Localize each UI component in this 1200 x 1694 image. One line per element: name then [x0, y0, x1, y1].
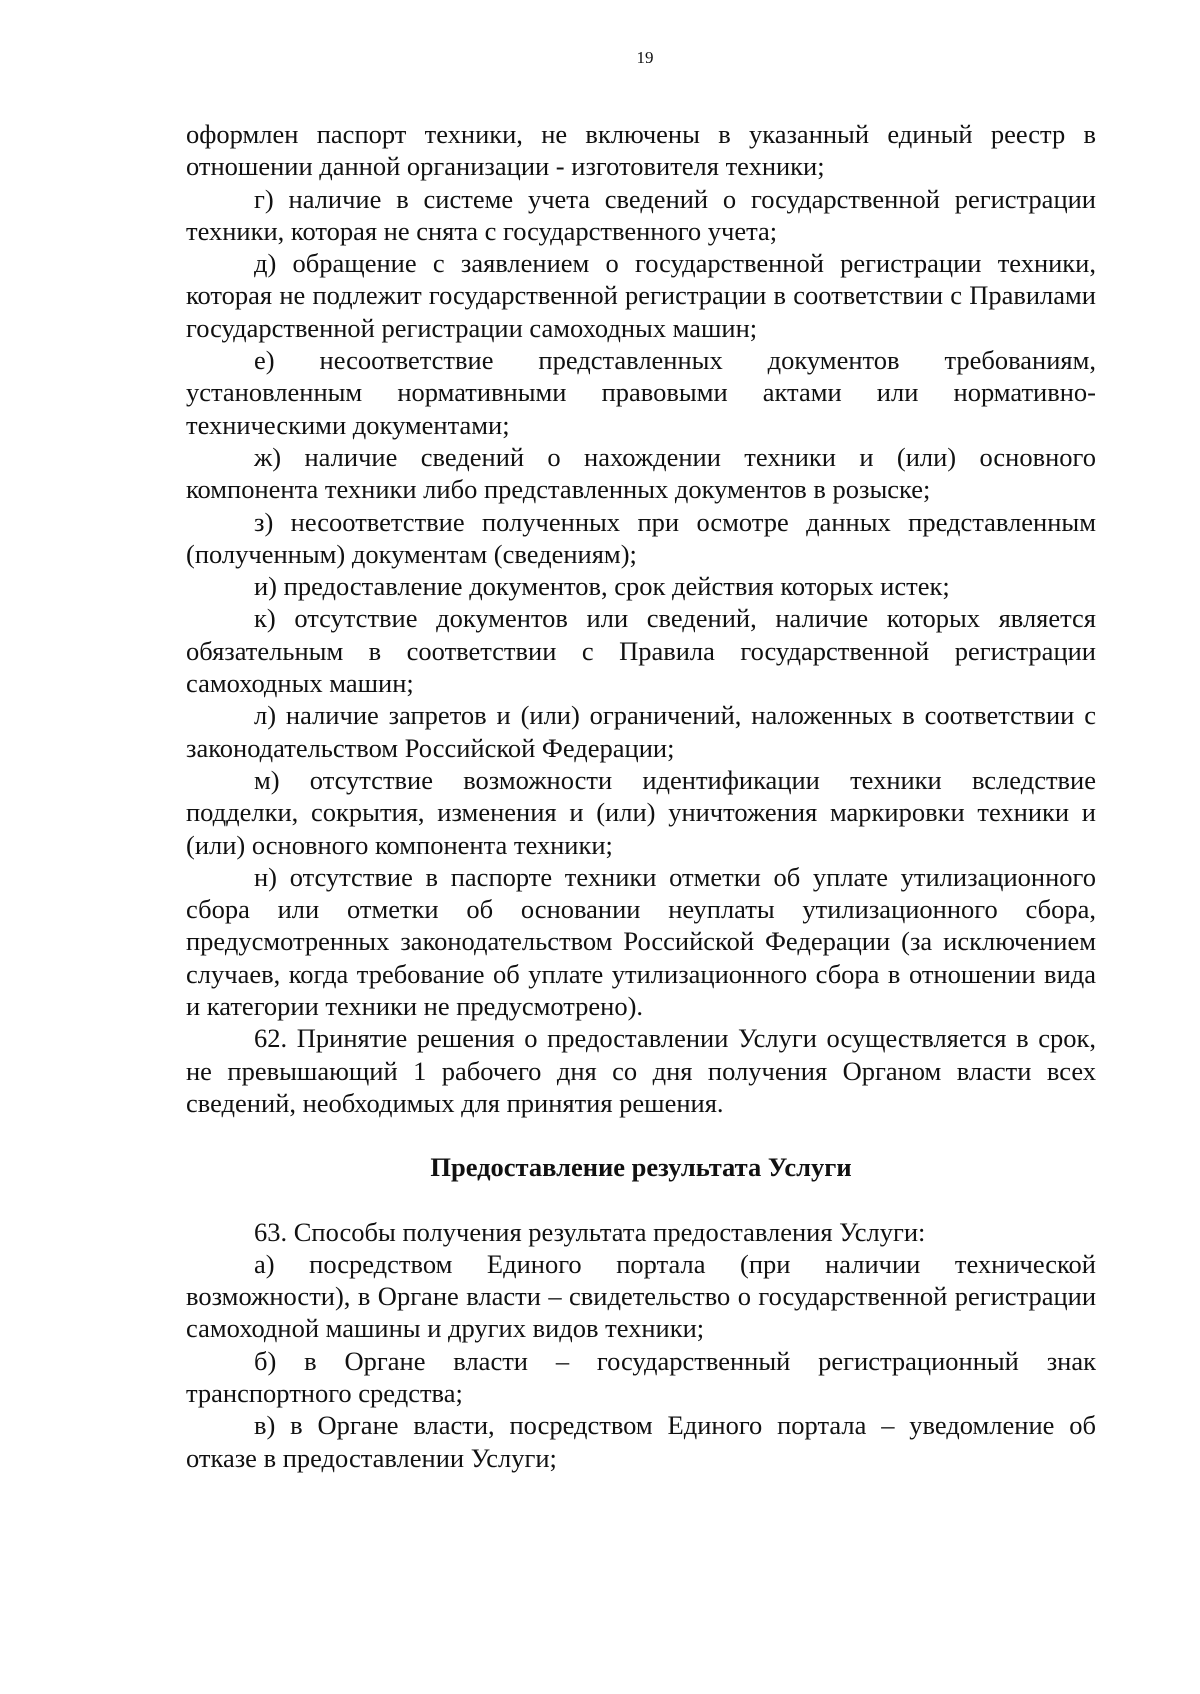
paragraph-item-m: м) отсутствие возможности идентификации техники вследствие подделки, сокрытия, изменения и (или) уничтожения маркировки техники и (или) основного компонента техники; — [186, 764, 1096, 860]
paragraph-item-i: и) предоставление документов, срок действия которых истек; — [254, 571, 950, 602]
paragraph-item-z: з) несоответствие полученных при осмотре данных представленным (полученным) документам (сведениям); — [186, 506, 1096, 569]
paragraph-item-zh: ж) наличие сведений о нахождении техники и (или) основного компонента техники либо представленных документов в розыске; — [186, 441, 1096, 505]
paragraph-item-g: г) наличие в системе учета сведений о государственной регистрации техники, которая не снята с государственного учета; — [186, 183, 1096, 246]
paragraph-item-l: л) наличие запретов и (или) ограничений, наложенных в соответствии с законодательством Российской Федерации; — [186, 700, 1096, 763]
paragraph-item-d: д) обращение с заявлением о государственной регистрации техники, которая не подлежит государственной регистрации в соответствии с Правилами государственной регистрации самоходных машин; — [186, 248, 1096, 343]
paragraph: оформлен паспорт техники, не включены в указанный единый реестр в отношении данной организации - изготовителя техники; — [186, 119, 1096, 182]
page-number: 19 — [636, 48, 654, 67]
paragraph-item-n: н) отсутствие в паспорте техники отметки об уплате утилизационного сбора или отметки об основании неуплаты утилизационного сбора, предусмотренных законодательством Российской Федерации (за исключением случаев, когда требование об уплате утилизационного сбора в отношении вида и категории техники не предусмотрено). — [186, 861, 1096, 1022]
paragraph-item-a: а) посредством Единого портала (при наличии технической возможности), в Органе власти – свидетельство о государственной регистрации самоходной машины и других видов техники; — [186, 1248, 1096, 1344]
paragraph-item-v: в) в Органе власти, посредством Единого портала – уведомление об отказе в предоставлении Услуги; — [186, 1410, 1096, 1473]
document-body — [186, 118, 1096, 1474]
paragraph-62: 62. Принятие решения о предоставлении Услуги осуществляется в срок, не превышающий 1 рабочего дня со дня получения Органом власти всех сведений, необходимых для принятия решения. — [186, 1023, 1096, 1118]
paragraph-item-k: к) отсутствие документов или сведений, наличие которых является обязательным в соответствии с Правила государственной регистрации самоходных машин; — [186, 603, 1096, 699]
paragraph-item-b: б) в Органе власти – государственный регистрационный знак транспортного средства; — [186, 1345, 1096, 1408]
paragraph-63: 63. Способы получения результата предоставления Услуги: — [254, 1216, 926, 1247]
section-heading: Предоставление результата Услуги — [430, 1152, 852, 1183]
paragraph-item-e: е) несоответствие представленных документов требованиям, установленным нормативными правовыми актами или нормативно-техническими документами; — [186, 345, 1096, 440]
